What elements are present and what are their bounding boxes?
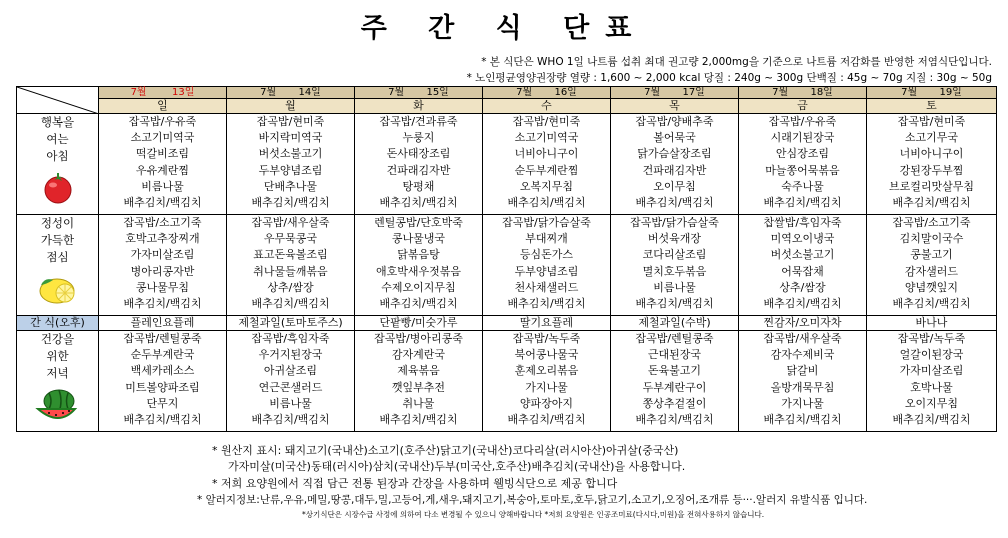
dinner-thu: 잡곡밥/렌틸콩죽 근대된장국 돈육불고기 두부계란구이 쫑상추겉절이 배추김치/백김치 — [611, 331, 739, 432]
breakfast-label: 행복을 여는 아침 — [17, 114, 99, 215]
lunch-label: 정성이 가득한 점심 — [17, 215, 99, 316]
date-fri: 7월 18일 — [739, 87, 867, 99]
day-mon: 월 — [227, 99, 355, 114]
lunch-mon: 잡곡밥/새우살죽 우무묵콩국 표고돈육볼조림 취나물들깨볶음 상추/쌈장 배추김치/백김치 — [227, 215, 355, 316]
snack-row — [17, 316, 997, 331]
day-wed: 수 — [483, 99, 611, 114]
breakfast-thu: 잡곡밥/양배추죽 볼어묵국 닭가슴살장조림 건파래김자반 오이무침 배추김치/백김치 — [611, 114, 739, 215]
date-mon: 7월 14일 — [227, 87, 355, 99]
lunch-tue: 렌틸콩밥/단호박죽 콩나물냉국 닭볶음탕 애호박새우젓볶음 수제오이지무침 배추김치/백김치 — [355, 215, 483, 316]
day-sun: 일 — [99, 99, 227, 114]
allergy-note: * 알러지정보:난류,우유,메밀,땅콩,대두,밀,고등어,게,새우,돼지고기,복숭아,토마토,호두,닭고기,소고기,오징어,조개류 등···.알러지 유발식품 입니다. — [197, 494, 868, 506]
snack-thu: 제철과일(수박) — [611, 316, 739, 331]
snack-sat: 바나나 — [867, 316, 997, 331]
lunch-sat: 잡곡밥/소고기죽 김치말이국수 콩불고기 감자샐러드 양념깻잎지 배추김치/백김치 — [867, 215, 997, 316]
day-fri: 금 — [739, 99, 867, 114]
breakfast-mon: 잡곡밥/현미죽 바지락미역국 버섯소불고기 두부양념조림 단배추나물 배추김치/백김치 — [227, 114, 355, 215]
date-sun: 7월 13일 — [99, 87, 227, 99]
dinner-sun: 잡곡밥/렌틸콩죽 순두부계란국 백세카레소스 미트볼양파조림 단무지 배추김치/백김치 — [99, 331, 227, 432]
day-thu: 목 — [611, 99, 739, 114]
lunch-fri: 찹쌀밥/흑임자죽 미역오이냉국 버섯소불고기 어묵잡채 상추/쌈장 배추김치/백김치 — [739, 215, 867, 316]
date-thu: 7월 17일 — [611, 87, 739, 99]
lunch-sun: 잡곡밥/소고기죽 호박고추장찌개 가자미살조림 병아리콩자반 콩나물무침 배추김치/백김치 — [99, 215, 227, 316]
breakfast-row — [17, 114, 997, 215]
header-corner-cell — [17, 87, 99, 114]
tomato-icon — [41, 172, 75, 209]
disclaimer-note: *상기식단은 시장수급 사정에 의하여 다소 변경될 수 있으니 양해바랍니다 *저희 요양원은 인공조미료(다시다,미원)을 전혀사용하지 않습니다. — [302, 510, 765, 519]
lunch-wed: 잡곡밥/닭가슴살죽 부대찌개 등심돈가스 두부양념조림 천사채샐러드 배추김치/백김치 — [483, 215, 611, 316]
date-tue: 7월 15일 — [355, 87, 483, 99]
dinner-wed: 잡곡밥/녹두죽 북어콩나물국 훈제오리볶음 가지나물 양파장아지 배추김치/백김치 — [483, 331, 611, 432]
dinner-mon: 잡곡밥/흑임자죽 우거지된장국 아귀살조림 연근콘샐러드 비름나물 배추김치/백김치 — [227, 331, 355, 432]
lunch-thu: 잡곡밥/닭가슴살죽 버섯육개장 코다리살조림 멸치호두볶음 비름나물 배추김치/백김치 — [611, 215, 739, 316]
breakfast-fri: 잡곡밥/우유죽 시래기된장국 안심장조림 마늘쫑어묵볶음 숙주나물 배추김치/백김치 — [739, 114, 867, 215]
dinner-sat: 잡곡밥/녹두죽 얼갈이된장국 가자미살조림 호박나물 오이지무침 배추김치/백김치 — [867, 331, 997, 432]
nutrition-note: * 노인평균영양권장량 열량 : 1,600 ~ 2,000 kcal 당질 : 240g ~ 300g 단백질 : 45g ~ 70g 지질 : 30g ~ 50g — [466, 72, 992, 84]
dinner-tue: 잡곡밥/병아리콩죽 감자계란국 제육볶음 깻잎부추전 취나물 배추김치/백김치 — [355, 331, 483, 432]
snack-wed: 딸기요플레 — [483, 316, 611, 331]
page-title: 주 간 식 단표 — [360, 13, 648, 44]
watermelon-icon — [35, 387, 81, 428]
lemon-icon — [35, 271, 81, 312]
dinner-row — [17, 331, 997, 432]
snack-fri: 찐감자/오미자차 — [739, 316, 867, 331]
day-tue: 화 — [355, 99, 483, 114]
snack-tue: 단팥빵/미숫가루 — [355, 316, 483, 331]
breakfast-wed: 잡곡밥/현미죽 소고기미역국 너비아니구이 순두부계란찜 오복지무침 배추김치/백김치 — [483, 114, 611, 215]
snack-sun: 플레인요플레 — [99, 316, 227, 331]
date-sat: 7월 19일 — [867, 87, 997, 99]
lunch-row — [17, 215, 997, 316]
dinner-label: 건강을 위한 저녁 — [17, 331, 99, 432]
breakfast-tue: 잡곡밥/견과류죽 누룽지 돈사태장조림 건파래김자반 탕평채 배추김치/백김치 — [355, 114, 483, 215]
dinner-fri: 잡곡밥/새우살죽 감자수제비국 닭갈비 올방개묵무침 가지나물 배추김치/백김치 — [739, 331, 867, 432]
diagonal-line — [17, 87, 99, 114]
breakfast-sat: 잡곡밥/현미죽 소고기무국 너비아니구이 강된장두부찜 브로컬리맛살무침 배추김치/백김치 — [867, 114, 997, 215]
origin-note: * 원산지 표시: 돼지고기(국내산)소고기(호주산)닭고기(국내산)코다리살(러시아산)아귀살(중국산) — [212, 444, 679, 457]
snack-label: 간 식(오후) — [17, 316, 99, 331]
day-sat: 토 — [867, 99, 997, 114]
snack-mon: 제철과일(토마토주스) — [227, 316, 355, 331]
sauce-note: * 저희 요양원에서 직접 담근 전통 된장과 간장을 사용하며 웰빙식단으로 제공 합니다 — [212, 477, 618, 490]
weekly-menu-table — [16, 86, 997, 432]
origin-note-cont: 가자미살(미국산)동태(러시아)삼치(국내산)두부(미국산,호주산)배추김치(국내산)을 사용합니다. — [228, 460, 686, 473]
sodium-note: * 본 식단은 WHO 1일 나트륨 섭취 최대 권고량 2,000mg을 기준으로 나트륨 저감화를 반영한 저염식단입니다. — [481, 56, 992, 68]
date-wed: 7월 16일 — [483, 87, 611, 99]
breakfast-sun: 잡곡밥/우유죽 소고기미역국 떡갈비조림 우유계란찜 비름나물 배추김치/백김치 — [99, 114, 227, 215]
